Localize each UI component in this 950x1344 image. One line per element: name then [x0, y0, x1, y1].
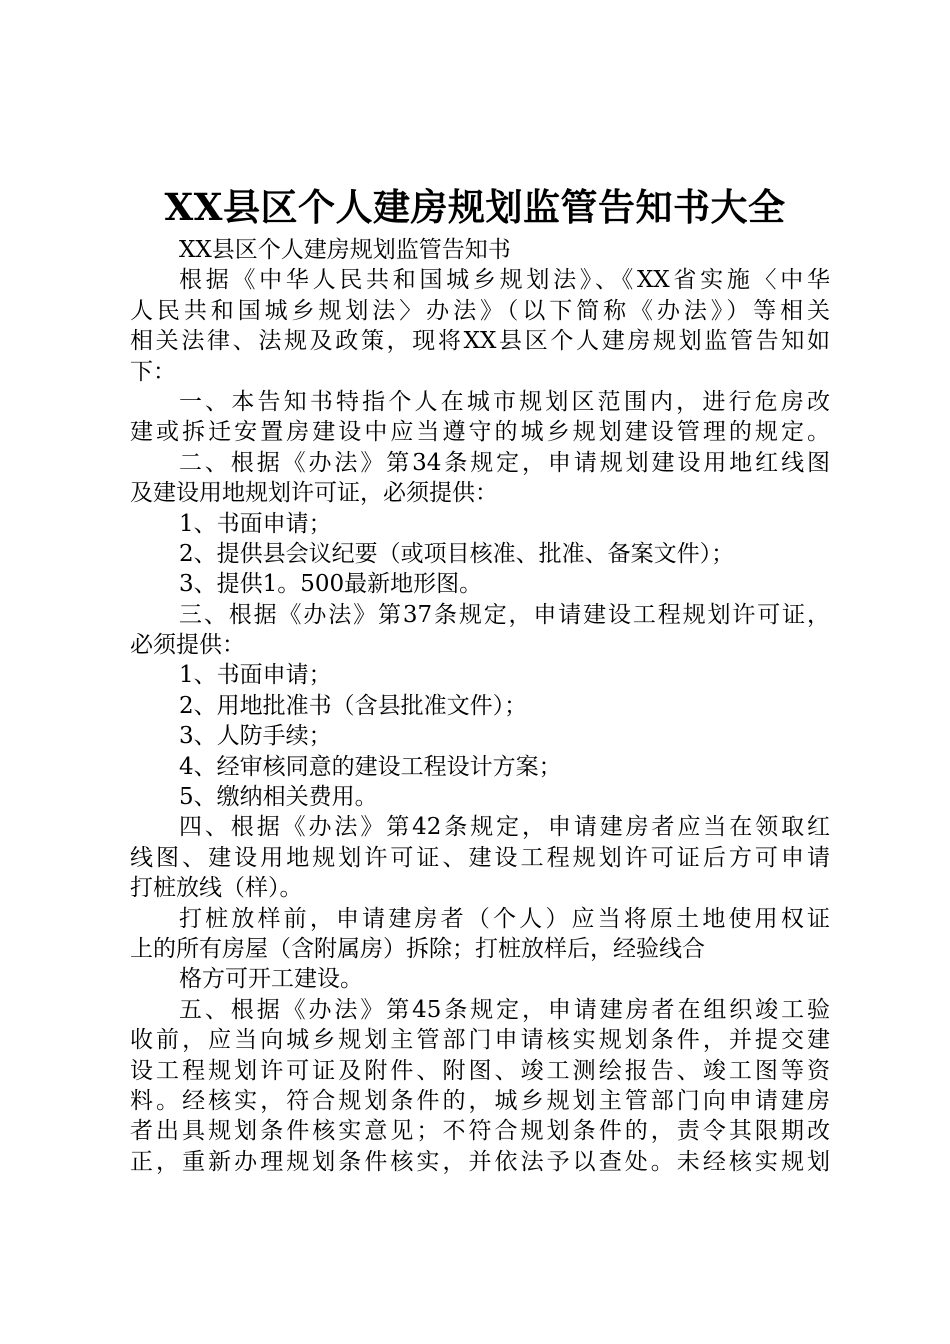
- text-line: 相关法律、法规及政策，现将XX县区个人建房规划监管告知如: [130, 328, 830, 355]
- text-line: 1、书面申请；: [179, 662, 332, 689]
- text-line: 三、根据《办法》第37条规定，申请建设工程规划许可证，: [179, 601, 830, 628]
- text-line: 3、人防手续；: [179, 723, 332, 750]
- text-line: 正，重新办理规划条件核实，并依法予以查处。未经核实规划: [130, 1148, 830, 1175]
- document-body: [130, 235, 830, 1177]
- text-line: 建或拆迁安置房建设中应当遵守的城乡规划建设管理的规定。: [130, 419, 830, 446]
- text-line: 5、缴纳相关费用。: [179, 784, 378, 811]
- text-line: 料。经核实，符合规划条件的，城乡规划主管部门向申请建房: [130, 1087, 830, 1114]
- text-line: 收前，应当向城乡规划主管部门申请核实规划条件，并提交建: [130, 1027, 830, 1054]
- text-line: 必须提供：: [130, 632, 245, 659]
- text-line: 二、根据《办法》第34条规定，申请规划建设用地红线图: [179, 449, 830, 476]
- text-line: 打桩放样前，申请建房者（个人）应当将原土地使用权证: [179, 905, 830, 932]
- text-line: 3、提供1。500最新地形图。: [179, 571, 483, 598]
- text-line: 4、经审核同意的建设工程设计方案；: [179, 753, 562, 780]
- text-line: 者出具规划条件核实意见；不符合规划条件的，责令其限期改: [130, 1118, 830, 1145]
- text-line: 根据《中华人民共和国城乡规划法》、《XX省实施〈中华: [179, 267, 830, 294]
- text-line: 1、书面申请；: [179, 510, 332, 537]
- text-line: 一、本告知书特指个人在城市规划区范围内，进行危房改: [179, 388, 830, 415]
- document-title: XX县区个人建房规划监管告知书大全: [164, 185, 786, 229]
- text-line: 格方可开工建设。: [179, 966, 363, 993]
- text-line: 五、根据《办法》第45条规定，申请建房者在组织竣工验: [179, 996, 830, 1023]
- text-line: 四、根据《办法》第42条规定，申请建房者应当在领取红: [179, 814, 830, 841]
- text-line: 及建设用地规划许可证，必须提供：: [130, 480, 498, 507]
- text-line: 线图、建设用地规划许可证、建设工程规划许可证后方可申请: [130, 844, 830, 871]
- text-line: 2、提供县会议纪要（或项目核准、批准、备案文件）；: [179, 540, 735, 567]
- text-line: 人民共和国城乡规划法〉办法》（以下简称《办法》）等相关: [130, 297, 830, 324]
- text-line: 打桩放线（样）。: [130, 875, 303, 902]
- text-line: XX县区个人建房规划监管告知书: [179, 237, 511, 263]
- text-line: 上的所有房屋（含附属房）拆除；打桩放样后，经验线合: [130, 935, 705, 962]
- text-line: 下：: [130, 358, 176, 385]
- text-line: 设工程规划许可证及附件、附图、竣工测绘报告、竣工图等资: [130, 1057, 830, 1084]
- text-line: 2、用地批准书（含县批准文件）；: [179, 692, 528, 719]
